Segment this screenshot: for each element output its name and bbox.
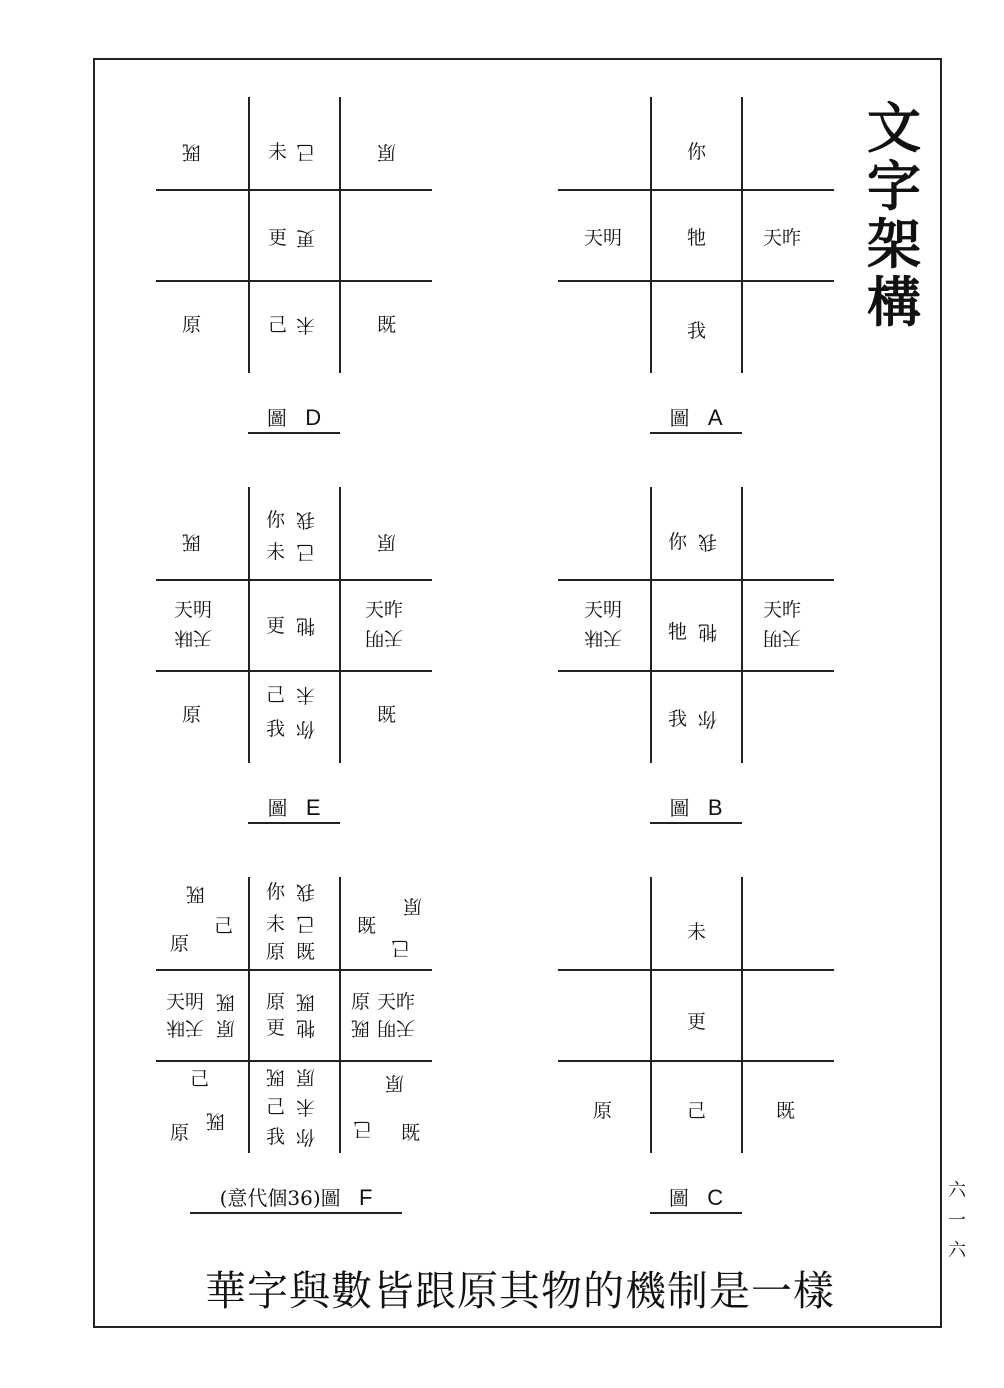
char-jiu-flip: 既 (182, 141, 202, 163)
figure-d-grid: 既 未 己 原 更 更 原 己 未 既 (156, 97, 432, 373)
caption-b: 圖 B (669, 795, 723, 820)
figure-f-grid: 既 己 原 你 我 未 己 原 既 原 既 己 天明 既 天昧 原 原 既 更 牠 原 天昨 既 天明 己 原 既 既 原 己 未 我 你 原 己 既 (156, 877, 432, 1153)
page-title: 文 字 架 構 (867, 97, 921, 334)
caption-f: (意代個36)圖 F (219, 1185, 373, 1210)
page-number: 六 一 六 (948, 1180, 966, 1261)
caption-c: 圖 C (668, 1185, 724, 1210)
char-you: 你 (687, 141, 707, 163)
char-ming: 天明 (584, 227, 623, 249)
caption-a: 圖 A (669, 405, 723, 430)
char-zuo: 天昨 (763, 227, 802, 249)
caption-e: 圖 E (267, 795, 321, 820)
footer-caption: 華字與數皆跟原其物的機制是一樣 (205, 1267, 835, 1315)
char-it: 牠 (687, 227, 707, 249)
caption-d: 圖 D (266, 405, 322, 430)
figure-c-grid: 未 更 原 己 既 (558, 877, 834, 1153)
figure-e-grid: 既 你 我 未 己 原 天明 天昧 更 牠 天昨 天明 原 己 未 我 你 既 (156, 487, 432, 763)
figure-a-grid (558, 97, 834, 373)
char-me: 我 (687, 320, 707, 342)
figure-b-grid: 你 我 天明 天昧 牠 牠 天昨 天明 我 你 (558, 487, 834, 763)
